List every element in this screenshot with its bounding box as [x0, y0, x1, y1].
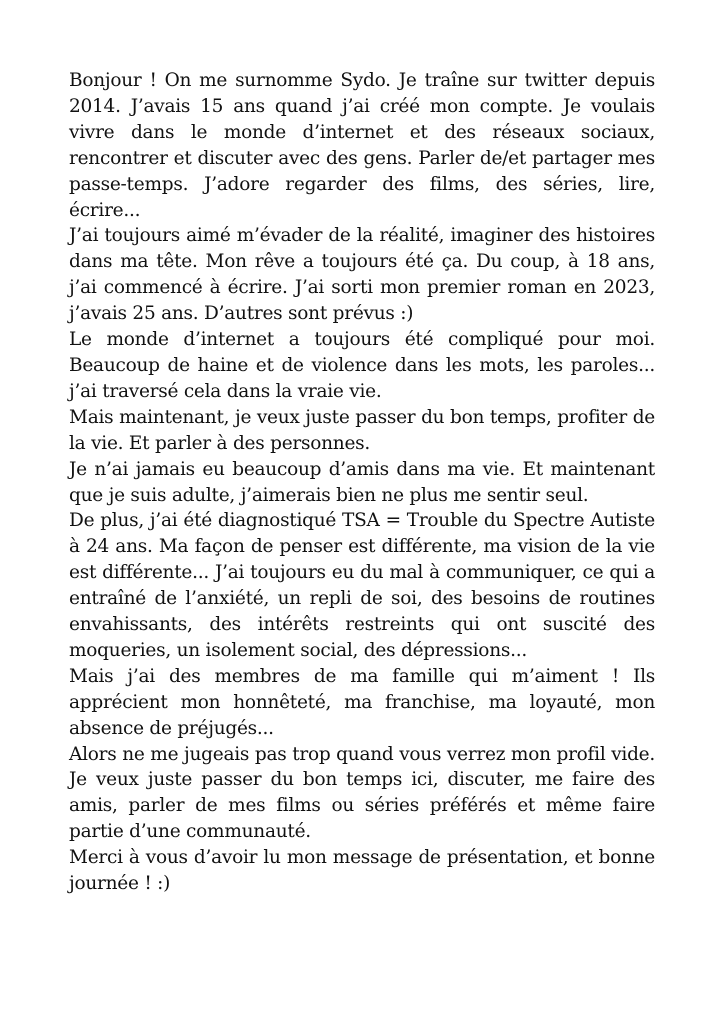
- paragraph-friends: Je n’ai jamais eu beaucoup d’amis dans ma vie. Et maintenant que je suis adulte, j’aimerais bien ne plus me sentir seul.: [69, 458, 655, 506]
- paragraph-diagnosis: De plus, j’ai été diagnostiqué TSA = Trouble du Spectre Autiste à 24 ans. Ma façon de penser est différente, ma vision de la vie est différente... J’ai toujours eu du mal à communiquer, ce qui a entraîné de l’anxiété, un repli de soi, des besoins de routines envahissants, des intérêts restreints qui ont suscité des moqueries, un isolement social, des dépressions...: [69, 510, 655, 661]
- paragraph-thanks: Merci à vous d’avoir lu mon message de présentation, et bonne journée ! :): [69, 847, 655, 895]
- paragraph-good-time: Mais maintenant, je veux juste passer du bon temps, profiter de la vie. Et parler à des personnes.: [69, 406, 655, 454]
- paragraph-writing: J’ai toujours aimé m’évader de la réalité, imaginer des histoires dans ma tête. Mon rêve a toujours été ça. Du coup, à 18 ans, j’ai commencé à écrire. J’ai sorti mon premier roman en 2023, j’avais 25 ans. D’autres sont prévus :): [69, 225, 655, 325]
- paragraph-family: Mais j’ai des membres de ma famille qui m’aiment ! Ils apprécient mon honnêteté, ma franchise, ma loyauté, mon absence de préjugés...: [69, 665, 655, 739]
- paragraph-profile: Alors ne me jugeais pas trop quand vous verrez mon profil vide. Je veux juste passer du bon temps ici, discuter, me faire des amis, parler de mes films ou séries préférés et même faire partie d’une communauté.: [69, 743, 655, 843]
- paragraph-internet: Le monde d’internet a toujours été compliqué pour moi. Beaucoup de haine et de violence dans les mots, les paroles... j’ai traversé cela dans la vraie vie.: [69, 329, 655, 402]
- document-body: [69, 68, 655, 897]
- paragraph-introduction: Bonjour ! On me surnomme Sydo. Je traîne sur twitter depuis 2014. J’avais 15 ans quand j’ai créé mon compte. Je voulais vivre dans le monde d’internet et des réseaux sociaux, rencontrer et discuter avec des gens. Parler de/et partager mes passe-temps. J’adore regarder des films, des séries, lire, écrire...: [69, 70, 655, 221]
